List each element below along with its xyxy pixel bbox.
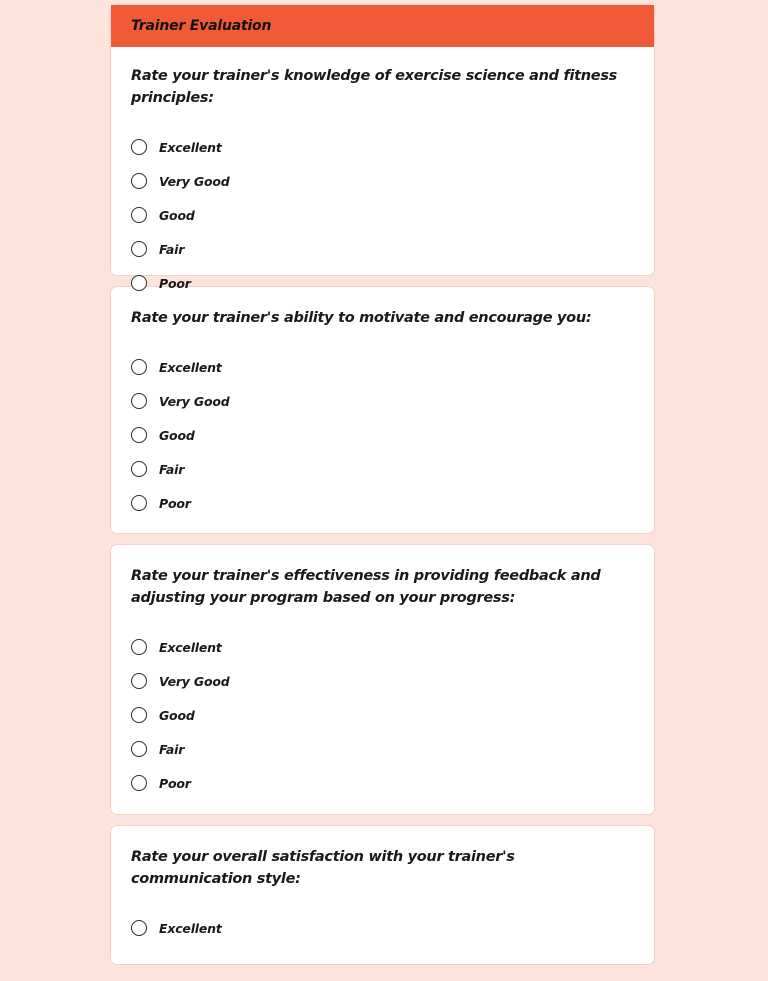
option-label: Fair xyxy=(159,241,185,257)
question-motivation xyxy=(111,287,654,540)
question-card-knowledge xyxy=(110,4,655,291)
option-label: Fair xyxy=(159,461,185,477)
question-card-motivation xyxy=(110,286,655,534)
question-knowledge xyxy=(111,47,654,320)
radio-unchecked-icon[interactable] xyxy=(131,173,147,189)
radio-unchecked-icon[interactable] xyxy=(131,393,147,409)
radio-unchecked-icon[interactable] xyxy=(131,920,147,936)
option-good[interactable] xyxy=(131,698,634,732)
option-good[interactable] xyxy=(131,418,634,452)
option-label: Excellent xyxy=(159,639,222,655)
radio-group-communication xyxy=(131,911,634,945)
option-label: Excellent xyxy=(159,359,222,375)
option-very-good[interactable] xyxy=(131,384,634,418)
option-label: Fair xyxy=(159,741,185,757)
question-communication xyxy=(111,826,654,965)
radio-unchecked-icon[interactable] xyxy=(131,427,147,443)
option-fair[interactable] xyxy=(131,232,634,266)
radio-unchecked-icon[interactable] xyxy=(131,741,147,757)
option-excellent[interactable] xyxy=(131,911,634,945)
option-poor[interactable] xyxy=(131,486,634,520)
form-header xyxy=(111,5,654,47)
form-column xyxy=(110,4,655,975)
option-excellent[interactable] xyxy=(131,130,634,164)
option-label: Excellent xyxy=(159,139,222,155)
question-text: Rate your overall satisfaction with your trainer's communication style: xyxy=(131,849,515,887)
question-card-feedback xyxy=(110,544,655,815)
option-poor[interactable] xyxy=(131,766,634,800)
radio-unchecked-icon[interactable] xyxy=(131,673,147,689)
radio-unchecked-icon[interactable] xyxy=(131,461,147,477)
question-feedback xyxy=(111,545,654,820)
radio-unchecked-icon[interactable] xyxy=(131,241,147,257)
radio-unchecked-icon[interactable] xyxy=(131,139,147,155)
question-card-communication xyxy=(110,825,655,965)
option-fair[interactable] xyxy=(131,732,634,766)
question-text: Rate your trainer's effectiveness in providing feedback and adjusting your program based on your progress: xyxy=(131,568,601,606)
radio-unchecked-icon[interactable] xyxy=(131,207,147,223)
option-label: Good xyxy=(159,427,195,443)
radio-unchecked-icon[interactable] xyxy=(131,495,147,511)
option-excellent[interactable] xyxy=(131,350,634,384)
radio-group-feedback xyxy=(131,630,634,800)
radio-unchecked-icon[interactable] xyxy=(131,639,147,655)
radio-unchecked-icon[interactable] xyxy=(131,275,147,291)
option-label: Good xyxy=(159,207,195,223)
radio-group-motivation xyxy=(131,350,634,520)
radio-unchecked-icon[interactable] xyxy=(131,775,147,791)
option-label: Very Good xyxy=(159,673,230,689)
option-good[interactable] xyxy=(131,198,634,232)
option-label: Good xyxy=(159,707,195,723)
option-label: Very Good xyxy=(159,393,230,409)
option-very-good[interactable] xyxy=(131,664,634,698)
form-title: Trainer Evaluation xyxy=(131,18,272,34)
option-label: Very Good xyxy=(159,173,230,189)
question-text: Rate your trainer's ability to motivate and encourage you: xyxy=(131,310,592,326)
option-very-good[interactable] xyxy=(131,164,634,198)
option-label: Poor xyxy=(159,275,191,291)
option-label: Poor xyxy=(159,775,191,791)
radio-group-knowledge xyxy=(131,130,634,300)
question-text: Rate your trainer's knowledge of exercise science and fitness principles: xyxy=(131,68,617,106)
option-excellent[interactable] xyxy=(131,630,634,664)
radio-unchecked-icon[interactable] xyxy=(131,359,147,375)
option-label: Excellent xyxy=(159,920,222,936)
option-label: Poor xyxy=(159,495,191,511)
radio-unchecked-icon[interactable] xyxy=(131,707,147,723)
option-fair[interactable] xyxy=(131,452,634,486)
